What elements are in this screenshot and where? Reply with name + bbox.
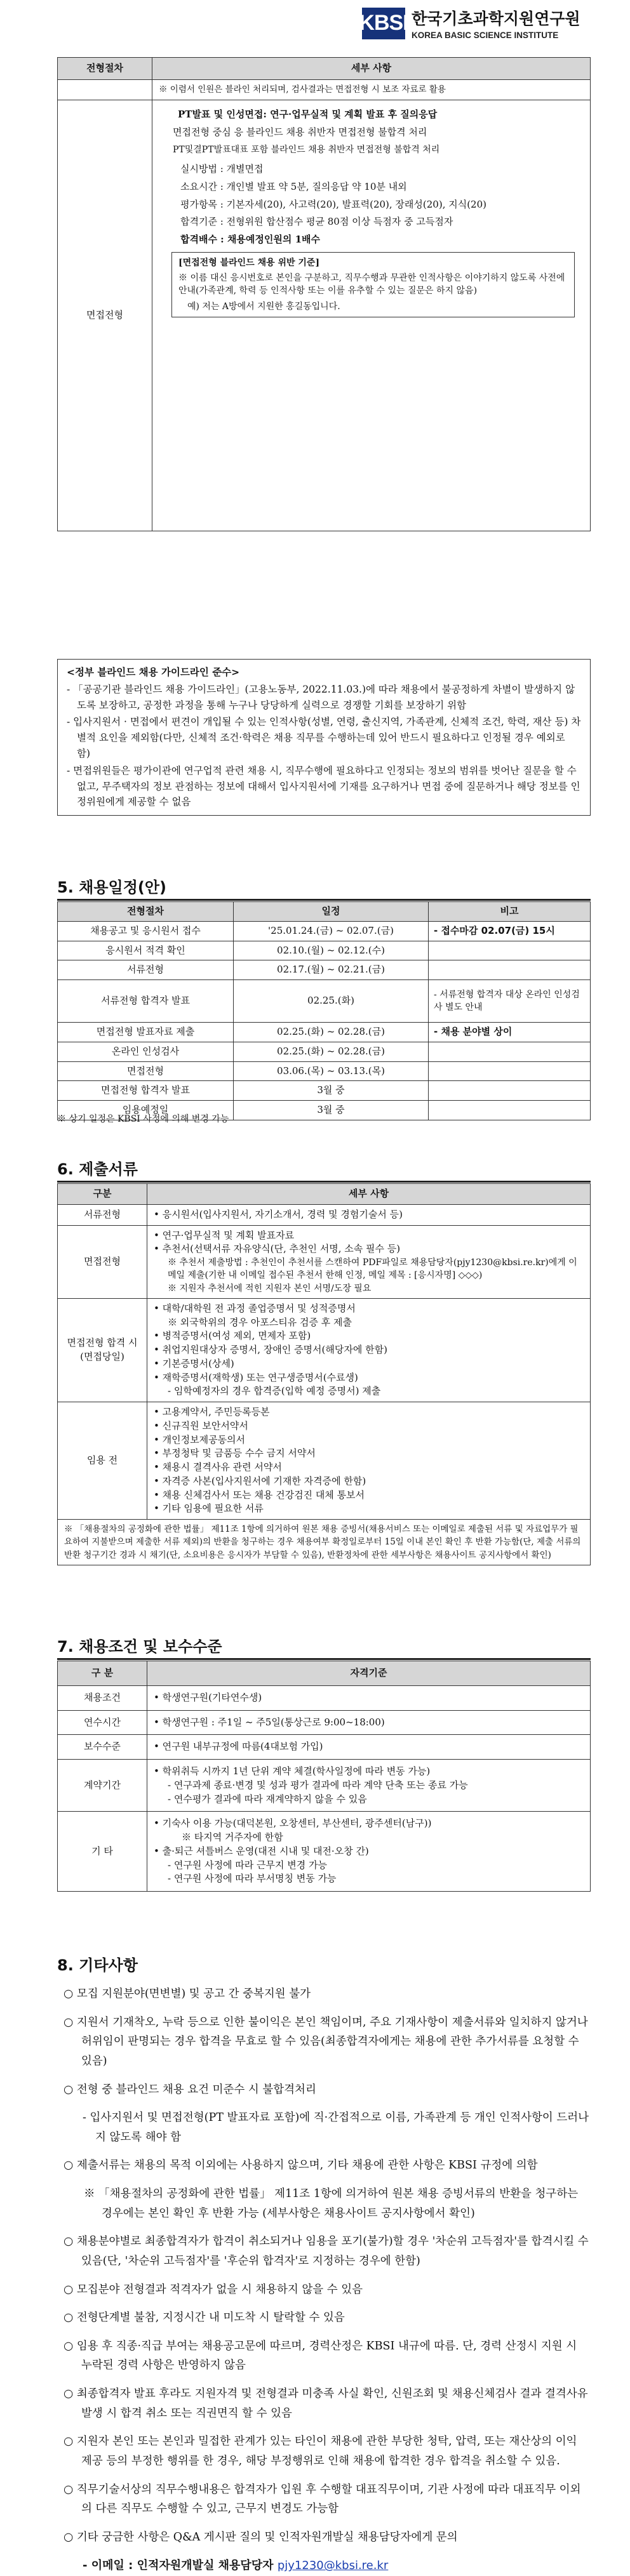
interview-line-1: PT발표 및 인성면접: 연구·업무실적 및 계획 발표 후 질의응답: [178, 109, 438, 121]
documents-appointment-list: • 고용계약서, 주민등록등본 • 신규직원 보안서약서 • 개인정보제공동의서 • 부정청탁 및 금품등 수수 금지 서약서 • 채용시 결격사유 관련 서약서 • 자격증 사본(입사지원서에 기재한 자격증에 한함) • 채용 신체검사서 또는 채용 건강검진 대체 통보서 • 기타 임용에 필요한 서류: [147, 1402, 591, 1520]
interview-line-3: PT및결PT발표대표 포함 블라인드 채용 취반자 면접전형 불합격 처리: [173, 144, 440, 155]
others-item: ○ 지원서 기재착오, 누락 등으로 인한 불이익은 본인 책임이며, 주요 기재사항이 제출서류와 일치하지 않거나 허위임이 판명되는 경우 합격을 무효로 할 수 있음(최종합격자에게는 채용에 관한 추가서류를 요청할 수 있음): [64, 2015, 588, 2068]
others-item: ○ 임용 후 직종·직급 부여는 채용공고문에 따르며, 경력산정은 KBSI 내규에 따름. 단, 경력 산정시 지원 시 누락된 경력 사항은 반영하지 않음: [64, 2339, 577, 2372]
schedule-row-date: 02.10.(월) ~ 02.12.(수): [234, 941, 429, 960]
documents-header-type: 구분: [58, 1184, 147, 1205]
schedule-row-stage: 면접전형 합격자 발표: [58, 1081, 234, 1101]
selection-top-note: ※ 이렴서 인원은 블라인 처리되며, 검사결과는 면접전형 시 보조 자료로 활용: [152, 79, 591, 100]
others-item: ○ 모집 지원분야(면변별) 및 공고 간 중복지원 불가: [64, 1988, 311, 2000]
schedule-row-stage: 온라인 인성검사: [58, 1042, 234, 1061]
documents-label-appointment: 임용 전: [58, 1402, 147, 1520]
contact-label: - 이메일 : 인적자원개발실 채용담당자: [83, 2559, 274, 2573]
others-item: ○ 전형단계별 불참, 지정시간 내 미도착 시 탈락할 수 있음: [64, 2311, 345, 2325]
guideline-item-2: - 입사지원서 · 면접에서 편견이 개입될 수 있는 인적사항(성별, 연령, 출신지역, 가족관계, 신체적 조건, 학력, 재산 등) 차별적 요인을 제외함(다만, 신체적 조건·학력은 채용 직무를 수행하는데 있어 반드시 필요하다고 인정될 경우 예외로 함): [67, 716, 581, 759]
documents-label-paper: 서류전형: [58, 1204, 147, 1225]
others-subitem: - 입사지원서 및 면접전형(PT 발표자료 포함)에 직·간접적으로 이름, 가족관계 등 개인 인적사항이 드러나지 않도록 해야 함: [83, 2111, 589, 2144]
stage-interview: 면접전형: [58, 100, 152, 531]
schedule-row-date: 02.25.(화) ~ 02.28.(금): [234, 1023, 429, 1042]
others-item: ○ 제출서류는 채용의 목적 이외에는 사용하지 않으며, 기타 채용에 관한 사항은 KBSI 규정에 의함: [64, 2159, 538, 2172]
schedule-table: [57, 901, 591, 1120]
others-list: [64, 1984, 591, 2576]
documents-interview-list: • 연구·업무실적 및 계획 발표자료 • 추천서(선택서류 자유양식(단, 추천인 서명, 소속 필수 등) ※ 추천서 제출방법 : 추천인이 추천서를 스캔하여 PDF파일로 채용담당자(pjy1230@kbsi.re.kr)에게 이메일 제출(기한 내 이메일 접수된 추천서 한해 인정, 메일 제목 : [응시자명] ◇◇◇) ※ 지원자 추천서에 적힌 지원자 본인 서명/도장 필요: [147, 1225, 591, 1298]
interview-line-6: 평가항목 : 기본자세(20), 사고력(20), 발표력(20), 장래성(20), 지식(20): [180, 198, 487, 210]
kbsi-logo-mark: KBSI: [362, 8, 405, 39]
documents-label-pass: 면접전형 합격 시 (면접당일): [58, 1298, 147, 1402]
conditions-title: 7. 채용조건 및 보수수준: [57, 1638, 222, 1656]
schedule-row-stage: 응시원서 적격 확인: [58, 941, 234, 960]
interview-line-2: 면접전형 중심 응 블라인드 채용 취반자 면접전형 불합격 처리: [173, 126, 427, 138]
note-title: [면접전형 블라인드 채용 위반 기준]: [178, 257, 320, 268]
schedule-row-date: '25.01.24.(금) ~ 02.07.(금): [234, 921, 429, 941]
schedule-row-stage: 임용예정일: [58, 1101, 234, 1120]
interview-line-5: 소요시간 : 개인별 발표 약 5분, 질의응답 약 10분 내외: [180, 180, 407, 192]
schedule-row-date: 3월 중: [234, 1101, 429, 1120]
schedule-row-stage: 면접전형: [58, 1061, 234, 1081]
schedule-header-remark: 비고: [429, 902, 591, 922]
schedule-header-stage: 전형절차: [58, 902, 234, 922]
col-stage-header: 전형절차: [58, 58, 152, 80]
others-item: ○ 직무기술서상의 직무수행내용은 합격자가 입원 후 수행할 대표직무이며, 기관 사정에 따라 대표직무 이외의 다른 직무도 수행할 수 있고, 근무지 변경도 가능함: [64, 2483, 581, 2516]
schedule-row-date: 02.25.(화): [234, 980, 429, 1023]
documents-label-interview: 면접전형: [58, 1225, 147, 1298]
note-line-2: 예) 저는 A방에서 지원한 홍길동입니다.: [187, 301, 340, 312]
guideline-item-1: - 「공공기관 블라인드 채용 가이드라인」(고용노동부, 2022.11.03.)에 따라 채용에서 불공정하게 차별이 발생하지 않도록 보장하고, 공정한 과정을 통해 누구나 당당하게 실력으로 경쟁할 기회를 보장하기 위함: [67, 683, 575, 711]
others-item: ○ 채용분야별로 최종합격자가 합격이 취소되거나 임용을 포기(불가)할 경우 '차순위 고득점자'를 합격시킬 수 있음(단, '차순위 고득점자'를 '후순위 합격자'로 지정하는 경우에 한함): [64, 2235, 589, 2267]
documents-rule: [57, 1181, 591, 1183]
org-name-en: KOREA BASIC SCIENCE INSTITUTE: [412, 30, 559, 40]
blind-guideline-box: [57, 659, 591, 816]
conditions-header-criteria: 자격기준: [147, 1661, 591, 1686]
schedule-note: ※ 상기 일정은 KBSI 사정에 의해 변경 가능: [57, 1114, 229, 1124]
documents-table: [57, 1183, 591, 1565]
schedule-remark-deadline: - 접수마감 02.07(금) 15시: [429, 921, 591, 941]
others-item: ○ 기타 궁금한 사항은 Q&A 게시판 질의 및 인적자원개발실 채용담당자에게 문의: [64, 2530, 458, 2544]
schedule-row-date: 3월 중: [234, 1081, 429, 1101]
schedule-row-date: 02.25.(화) ~ 02.28.(금): [234, 1042, 429, 1061]
documents-title: 6. 제출서류: [57, 1160, 138, 1178]
guideline-item-3: - 면접위원들은 평가이관에 연구업적 관련 채용 시, 직무수행에 필요하다고 인정되는 정보의 범위를 벗어난 질문을 할 수 없고, 무주택자의 정보 관점하는 정보에 대해서 입사지원서에 기재를 요구하거나 면접 중에 질문하거나 해당 정보를 인정위원에게 제공할 수 없음: [67, 764, 580, 808]
contact-email-link[interactable]: pjy1230@kbsi.re.kr: [277, 2559, 389, 2573]
conditions-label: 채용조건: [58, 1685, 147, 1710]
schedule-row-date: 03.06.(목) ~ 03.13.(목): [234, 1061, 429, 1081]
documents-pass-list: • 대학/대학원 전 과정 졸업증명서 및 성적증명서 ※ 외국학위의 경우 아포스티유 검증 후 제출 • 병적증명서(여성 제외, 면제자 포함) • 취업지원대상자 증명서, 장애인 증명서(해당자에 한함) • 기본증명서(상세) • 재학증명서(재학생) 또는 연구생증명서(수료생) - 임학예정자의 경우 합격증(입학 예정 증명서) 제출: [147, 1298, 591, 1402]
schedule-header-date: 일정: [234, 902, 429, 922]
schedule-rule: [57, 899, 591, 901]
guideline-title: <정부 블라인드 채용 가이드라인 준수>: [67, 667, 240, 678]
schedule-row-stage: 채용공고 및 응시원서 접수: [58, 921, 234, 941]
interview-line-8: 합격배수 : 채용예정인원의 1배수: [180, 234, 321, 246]
interview-line-7: 합격기준 : 전형위원 합산점수 평균 80점 이상 득점자 중 고득점자: [180, 216, 453, 228]
schedule-remark-varies: - 채용 분야별 상이: [429, 1023, 591, 1042]
schedule-row-stage: 서류전형: [58, 960, 234, 980]
others-item: ○ 최종합격자 발표 후라도 지원자격 및 전형결과 미충족 사실 확인, 신원조회 및 채용신체검사 결과 결격사유 발생 시 합격 취소 또는 직권면직 할 수 있음: [64, 2387, 588, 2420]
schedule-row-date: 02.17.(월) ~ 02.21.(금): [234, 960, 429, 980]
schedule-row-stage: 서류전형 합격자 발표: [58, 980, 234, 1023]
org-name-kr: 한국기초과학지원연구원: [412, 10, 580, 28]
documents-note: ※ 「채용절차의 공정화에 관한 법률」 제11조 1항에 의거하여 원본 채용 증빙서(채용서비스 또는 이메일로 제출된 서류 및 자료업무가 필요하여 지불받으며 제출한 서류 제외)의 반환을 청구하는 경우 채용여부 확정일로부터 15일 이내 본인 확인 후 반환 가능함(단, 제출 서류의 반환 청구기간 경과 시 채기(단, 소요비용은 응시자가 부담할 수 있음), 반환정차에 관한 세부사항은 채용사이트 공지사항에서 확인): [58, 1520, 591, 1565]
others-title: 8. 기타사항: [57, 1956, 138, 1974]
selection-table: [57, 57, 591, 531]
conditions-table: 구 분 자격기준 채용조건 • 학생연구원(기타연수생) 연수시간 • 학생연구원 : 주1일 ~ 주5일(통상근로 9:00~18:00) 보수수준 • 연구원 내부규정에 따름(4대보험 가입) 계약기간 • 학위취득 시까지 1년 단위 계약 체결(학사일정에 따라 변동 가능) - 연구과제 종료·변경 및 성과 평가 결과에 따라 계약 단축 또는 종료 가능 - 연수평가 결과에 따라 재계약하지 않을 수 있음 기 타 • 기숙사 이용 가능(대덕본원, 오창센터, 부산센터, 광주센터(남구)) ※ 타지역 거주자에 한함 • 출·퇴근 셔틀버스 운영(대전 시내 및 대전·오창 간) - 연구원 사정에 따라 근무지 변경 가능 - 연구원 사정에 따라 부서명칭 변동 가능: [57, 1661, 591, 1892]
interview-line-4: 실시방법 : 개별면접: [180, 163, 264, 175]
note-line-1: ※ 이름 대신 응시번호로 본인을 구분하고, 직무수행과 무관한 인적사항은 이야기하지 않도록 사전에 안내(가족관계, 학력 등 인적사항 또는 이를 유추할 수 있는 질문은 하지 않음): [178, 273, 565, 296]
blind-violation-note: [171, 252, 575, 317]
contact-line: [83, 2556, 591, 2576]
others-subitem: ※ 「채용절차의 공정화에 관한 법률」 제11조 1항에 의거하여 원본 채용 증빙서류의 반환을 청구하는 경우에는 본인 확인 후 반환 가능 (세부사항은 채용사이트 공지사항에서 확인): [84, 2188, 579, 2220]
conditions-label: 계약기간: [58, 1760, 147, 1812]
others-item: ○ 모집분야 전형결과 적격자가 없을 시 채용하지 않을 수 있음: [64, 2283, 363, 2296]
others-item: ○ 지원자 본인 또는 본인과 밀접한 관계가 있는 타인이 채용에 관한 부당한 청탁, 압력, 또는 재산상의 이익 제공 등의 부정한 행위를 한 경우, 해당 부정행위로 인해 채용에 합격한 경우 합격을 취소할 수 있음.: [64, 2435, 577, 2467]
col-detail-header: 세부 사항: [152, 58, 591, 80]
others-item: ○ 전형 중 블라인드 채용 요건 미준수 시 불합격처리: [64, 2083, 316, 2096]
conditions-header-type: 구 분: [58, 1661, 147, 1686]
schedule-title: 5. 채용일정(안): [57, 879, 167, 896]
conditions-label: 연수시간: [58, 1710, 147, 1735]
conditions-label: 보수수준: [58, 1735, 147, 1760]
conditions-rule: [57, 1658, 591, 1660]
schedule-row-stage: 면접전형 발표자료 제출: [58, 1023, 234, 1042]
documents-paper-list: • 응시원서(입사지원서, 자기소개서, 경력 및 경험기술서 등): [147, 1204, 591, 1225]
conditions-label: 기 타: [58, 1812, 147, 1892]
schedule-remark-online-test: - 서류전형 합격자 대상 온라인 인성검사 별도 안내: [429, 980, 591, 1023]
org-logo: [359, 6, 580, 40]
documents-header-detail: 세부 사항: [147, 1184, 591, 1205]
